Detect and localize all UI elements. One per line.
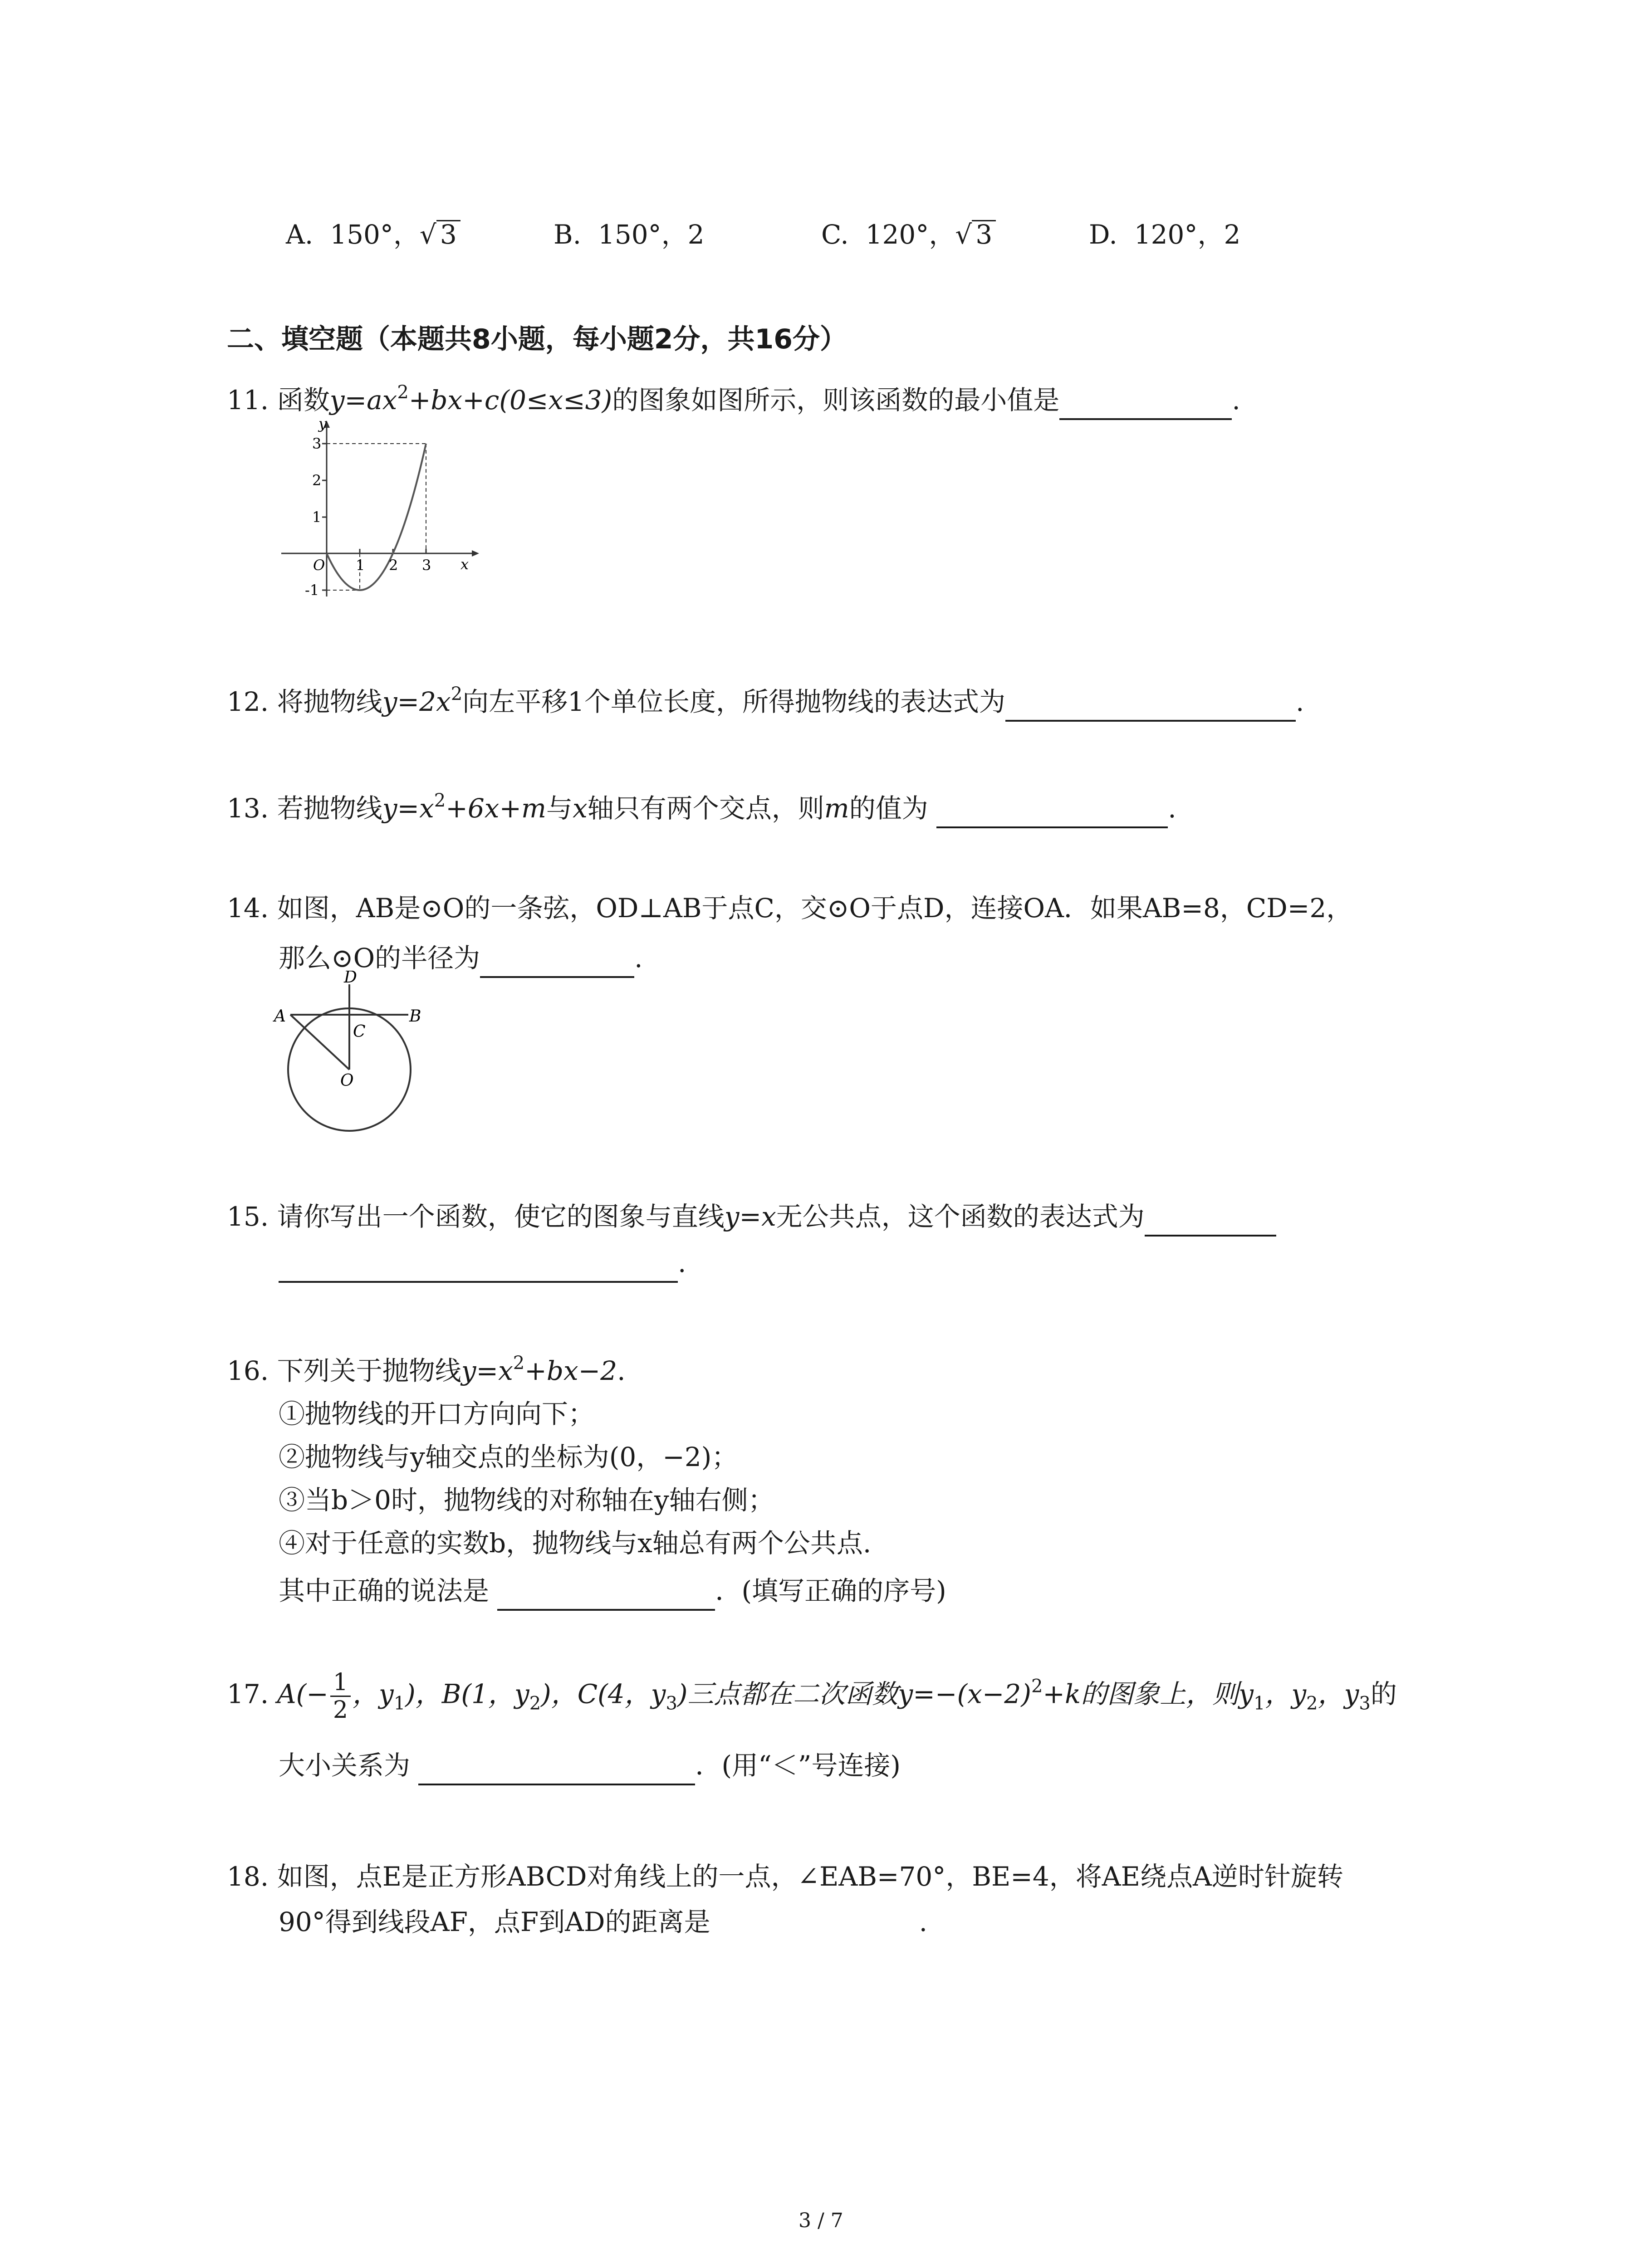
section-title: 二、填空题（本题共8小题，每小题2分，共16分） — [227, 323, 847, 355]
question-number: 12. — [227, 686, 269, 717]
option-c-root: 3 — [972, 220, 996, 248]
fraction-one-half — [330, 1669, 351, 1723]
point-b-label: B — [409, 1007, 421, 1026]
q13-tail2: 的值为 — [849, 793, 928, 824]
option-a — [286, 213, 460, 251]
option-b-label: B. — [554, 219, 582, 250]
segment-oa — [290, 1015, 349, 1070]
answer-blank[interactable] — [936, 796, 1168, 828]
q18-end: . — [919, 1906, 928, 1937]
q16-answer-lead: 其中正确的说法是 — [279, 1575, 490, 1606]
page-number: 3 / 7 — [798, 2209, 843, 2232]
question-11 — [227, 379, 1240, 420]
q13-tail1: 轴只有两个交点，则 — [587, 793, 824, 824]
q18-line2: 90°得到线段AF，点F到AD的距离是 — [279, 1906, 710, 1937]
q13-end: . — [1168, 793, 1176, 824]
question-number: 17. — [227, 1678, 269, 1710]
question-17 — [227, 1669, 1397, 1723]
q17-y3: ，y — [1318, 1678, 1359, 1710]
question-15-line2 — [279, 1247, 686, 1283]
x-tick-label: 3 — [422, 557, 431, 574]
answer-blank[interactable] — [1059, 387, 1232, 420]
q11-graph — [277, 415, 485, 606]
option-c-value: 120°， — [865, 219, 955, 250]
q13-sup: 2 — [434, 790, 446, 811]
q12-tail: 向左平移1个单位长度，所得抛物线的表达式为 — [462, 686, 1006, 717]
q16-lead: 下列关于抛物线 — [277, 1355, 461, 1386]
x-axis-label: x — [460, 556, 469, 573]
q18-line1: 如图，点E是正方形ABCD对角线上的一点，∠EAB=70°，BE=4，将AE绕点A逆时针旋转 — [277, 1861, 1343, 1892]
question-number: 14. — [227, 893, 269, 924]
answer-blank[interactable] — [1145, 1204, 1276, 1237]
option-a-value: 150°， — [330, 219, 420, 250]
answer-blank[interactable] — [480, 945, 634, 978]
q15-line1a: 请你写出一个函数，使它的图象与直线 — [277, 1201, 725, 1232]
point-c-label: C — [353, 1022, 366, 1041]
q14-line1: 如图，AB是⊙O的一条弦，OD⊥AB于点C，交⊙O于点D，连接OA．如果AB=8，CD=2， — [277, 893, 1353, 924]
option-a-label: A. — [286, 219, 314, 250]
q17-sub: 1 — [1253, 1693, 1265, 1714]
q12-sup: 2 — [451, 684, 463, 704]
y-tick-label: -1 — [305, 582, 319, 599]
q17-b: )，B(1，y — [405, 1678, 529, 1710]
y-tick-label: 2 — [312, 472, 322, 489]
option-d-value: 120°，2 — [1134, 219, 1241, 250]
q11-func-rest: +bx+c(0≤x≤3) — [408, 385, 612, 415]
q17-tail: 的 — [1370, 1678, 1397, 1710]
option-a-root: 3 — [436, 220, 460, 248]
q11-end: . — [1232, 385, 1240, 415]
q17-a: A(− — [277, 1678, 328, 1710]
question-16 — [227, 1349, 626, 1388]
q17-a-y: ，y — [352, 1678, 394, 1710]
parabola-curve — [327, 444, 426, 590]
answer-blank[interactable] — [497, 1578, 715, 1611]
q17-sub: 3 — [666, 1693, 677, 1714]
answer-blank[interactable] — [1005, 689, 1296, 722]
fraction-numerator: 1 — [330, 1669, 351, 1697]
q11-tail: 的图象如图所示，则该函数的最小值是 — [612, 385, 1060, 415]
point-o-label: O — [340, 1071, 354, 1090]
q16-item-3: ③当b＞0时，抛物线的对称轴在y轴右侧； — [279, 1485, 774, 1515]
q16-dot: . — [617, 1355, 626, 1386]
x-tick-label: 2 — [389, 557, 398, 574]
option-c-label: C. — [821, 219, 849, 250]
q17-func: )三点都在二次函数y=−(x−2) — [677, 1678, 1031, 1710]
q17-line2-tail: ．(用“＜”号连接) — [695, 1750, 901, 1781]
option-c — [821, 213, 996, 251]
sqrt-symbol: √ — [955, 219, 972, 250]
question-18 — [227, 1855, 1343, 1893]
q12-end: . — [1296, 686, 1304, 717]
q17-sup: 2 — [1031, 1676, 1043, 1697]
option-b — [554, 213, 705, 251]
q17-sub: 2 — [529, 1693, 541, 1714]
q15-line1c: 无公共点，这个函数的表达式为 — [776, 1201, 1145, 1232]
answer-blank[interactable] — [710, 1906, 919, 1937]
y-tick-label: 1 — [312, 508, 322, 526]
y-tick-label: 3 — [312, 435, 322, 452]
question-14 — [227, 887, 1352, 925]
q17-sub: 3 — [1359, 1693, 1371, 1714]
q17-c: )，C(4，y — [541, 1678, 666, 1710]
option-b-value: 150°，2 — [598, 219, 705, 250]
answer-blank[interactable] — [418, 1753, 695, 1785]
q17-func-rest: +k的图象上，则y — [1043, 1678, 1254, 1710]
point-d-label: D — [344, 971, 357, 987]
q11-sup: 2 — [397, 382, 409, 403]
question-number: 15. — [227, 1201, 269, 1232]
q14-circle-figure — [272, 971, 445, 1139]
q13-x: x — [573, 793, 588, 824]
question-number: 13. — [227, 793, 269, 824]
q15-end: . — [678, 1247, 686, 1278]
sqrt-symbol: √ — [419, 219, 436, 250]
q16-item-2: ②抛物线与y轴交点的坐标为(0，−2)； — [279, 1442, 738, 1472]
q17-sub: 1 — [393, 1693, 406, 1714]
q17-y2: ，y — [1265, 1678, 1307, 1710]
q13-func-rest: +6x+m — [446, 793, 547, 824]
q16-answer-line — [279, 1569, 946, 1611]
q13-func: y=x — [382, 793, 434, 824]
y-axis-label: y — [318, 415, 327, 432]
q16-answer-tail: ．(填写正确的序号) — [715, 1575, 946, 1606]
x-tick-label: 1 — [356, 557, 365, 574]
q13-m: m — [824, 793, 849, 824]
answer-blank-continued[interactable] — [279, 1250, 678, 1283]
q11-lead: 函数 — [277, 385, 330, 415]
q16-sup: 2 — [513, 1353, 525, 1374]
q14-line2: 那么⊙O的半径为 — [279, 943, 480, 973]
q15-line: y=x — [724, 1201, 776, 1232]
q13-mid: 与 — [546, 793, 573, 824]
origin-label: O — [313, 557, 325, 574]
q16-item-1: ①抛物线的开口方向向下； — [279, 1398, 595, 1429]
x-axis-arrow-icon — [472, 550, 479, 557]
question-number: 11. — [227, 385, 269, 415]
q16-func: y=x — [461, 1355, 513, 1386]
question-15 — [227, 1195, 1276, 1237]
q16-item-4: ④对于任意的实数b，抛物线与x轴总有两个公共点. — [279, 1528, 872, 1559]
q11-func: y=ax — [329, 385, 397, 415]
option-d-label: D. — [1089, 219, 1117, 250]
question-13 — [227, 787, 1176, 828]
question-17-line2 — [279, 1744, 901, 1785]
question-18-line2 — [279, 1901, 927, 1939]
q17-sub: 2 — [1306, 1693, 1318, 1714]
fraction-denominator: 2 — [333, 1696, 348, 1724]
question-number: 16. — [227, 1355, 269, 1386]
option-d — [1089, 213, 1240, 251]
q14-end: . — [634, 943, 643, 973]
q17-line2-lead: 大小关系为 — [279, 1750, 411, 1781]
question-12 — [227, 680, 1304, 722]
q12-lead: 将抛物线 — [277, 686, 382, 717]
q13-lead: 若抛物线 — [277, 793, 382, 824]
q12-func: y=2x — [382, 686, 451, 717]
q16-func-rest: +bx−2 — [524, 1355, 617, 1386]
point-a-label: A — [274, 1007, 286, 1026]
question-number: 18. — [227, 1861, 269, 1892]
